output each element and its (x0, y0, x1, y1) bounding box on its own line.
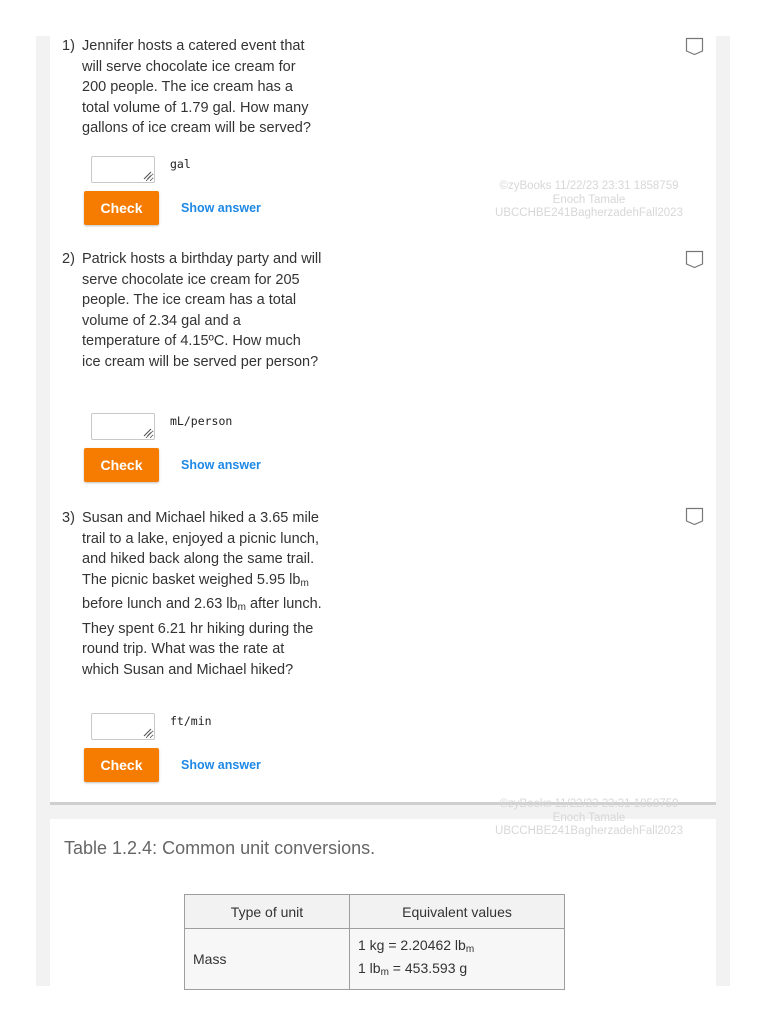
watermark-line: Enoch Tamale (552, 811, 626, 824)
unit-type-cell: Mass (185, 929, 350, 990)
table-row (185, 929, 565, 990)
question-3 (62, 508, 322, 680)
question-number: 2) (62, 251, 75, 267)
check-button[interactable]: Check (84, 448, 159, 482)
equivalence-text: 1 lb (358, 960, 381, 976)
watermark-line: UBCCHBE241BagherzadehFall2023 (495, 825, 683, 837)
answer-input-1[interactable] (91, 156, 155, 183)
question-1 (62, 36, 322, 139)
column-header: Equivalent values (350, 895, 565, 929)
show-answer-link[interactable]: Show answer (181, 758, 261, 772)
left-margin (36, 36, 50, 986)
table-header-row (185, 895, 565, 929)
equivalence-text: = 453.593 g (388, 960, 468, 976)
watermark-line: UBCCHBE241BagherzadehFall2023 (495, 207, 683, 219)
answer-unit: gal (170, 157, 191, 171)
answer-unit: mL/person (170, 414, 233, 428)
equivalence-text: 1 kg = 2.20462 lb (358, 937, 466, 953)
unit-conversion-table (184, 894, 565, 990)
equivalence-line (358, 936, 556, 959)
bookmark-flag-icon[interactable] (685, 507, 704, 526)
watermark-line: ©zyBooks 11/22/23 23:31 1858759 (499, 798, 679, 810)
bookmark-flag-icon[interactable] (685, 250, 704, 269)
check-button[interactable]: Check (84, 748, 159, 782)
question-text-part: after lunch. They spent 6.21 hr hiking during the round trip. What was the rate at which Susan and Michael hiked? (82, 596, 322, 678)
column-header: Type of unit (185, 895, 350, 929)
show-answer-link[interactable]: Show answer (181, 201, 261, 215)
question-text: Jennifer hosts a catered event that will serve chocolate ice cream for 200 people. The ice cream has a total volume of 1.79 gal. How many gallons of ice cream will be served? (82, 38, 311, 136)
watermark-line: ©zyBooks 11/22/23 23:31 1858759 (499, 180, 679, 192)
question-text-part: Susan and Michael hiked a 3.65 mile trail to a lake, enjoyed a picnic lunch, and hiked back along the same trail. The picnic basket weighed 5.95 lb (82, 510, 319, 588)
unit-subscript: m (300, 577, 309, 589)
answer-input-2[interactable] (91, 413, 155, 440)
table-caption: Table 1.2.4: Common unit conversions. (64, 838, 376, 858)
watermark (469, 798, 709, 839)
question-text-part: before lunch and 2.63 lb (82, 596, 238, 612)
show-answer-link[interactable]: Show answer (181, 458, 261, 472)
unit-subscript: m (380, 967, 389, 978)
answer-input-3[interactable] (91, 713, 155, 740)
bookmark-flag-icon[interactable] (685, 37, 704, 56)
unit-subscript: m (237, 602, 246, 613)
equivalent-values-cell (350, 929, 565, 990)
question-number: 3) (62, 510, 75, 526)
equivalence-line (358, 959, 556, 982)
question-text (82, 508, 322, 680)
watermark-line: Enoch Tamale (552, 193, 626, 206)
check-button[interactable]: Check (84, 191, 159, 225)
question-2 (62, 249, 322, 372)
unit-subscript: m (465, 944, 475, 955)
right-margin (716, 36, 730, 986)
question-text: Patrick hosts a birthday party and will serve chocolate ice cream for 205 people. The ice cream has a total volume of 2.34 gal and a temperature of 4.15ºC. How much ice cream will be served per person? (82, 251, 322, 370)
answer-unit: ft/min (170, 714, 212, 728)
question-number: 1) (62, 38, 75, 54)
watermark (469, 180, 709, 221)
